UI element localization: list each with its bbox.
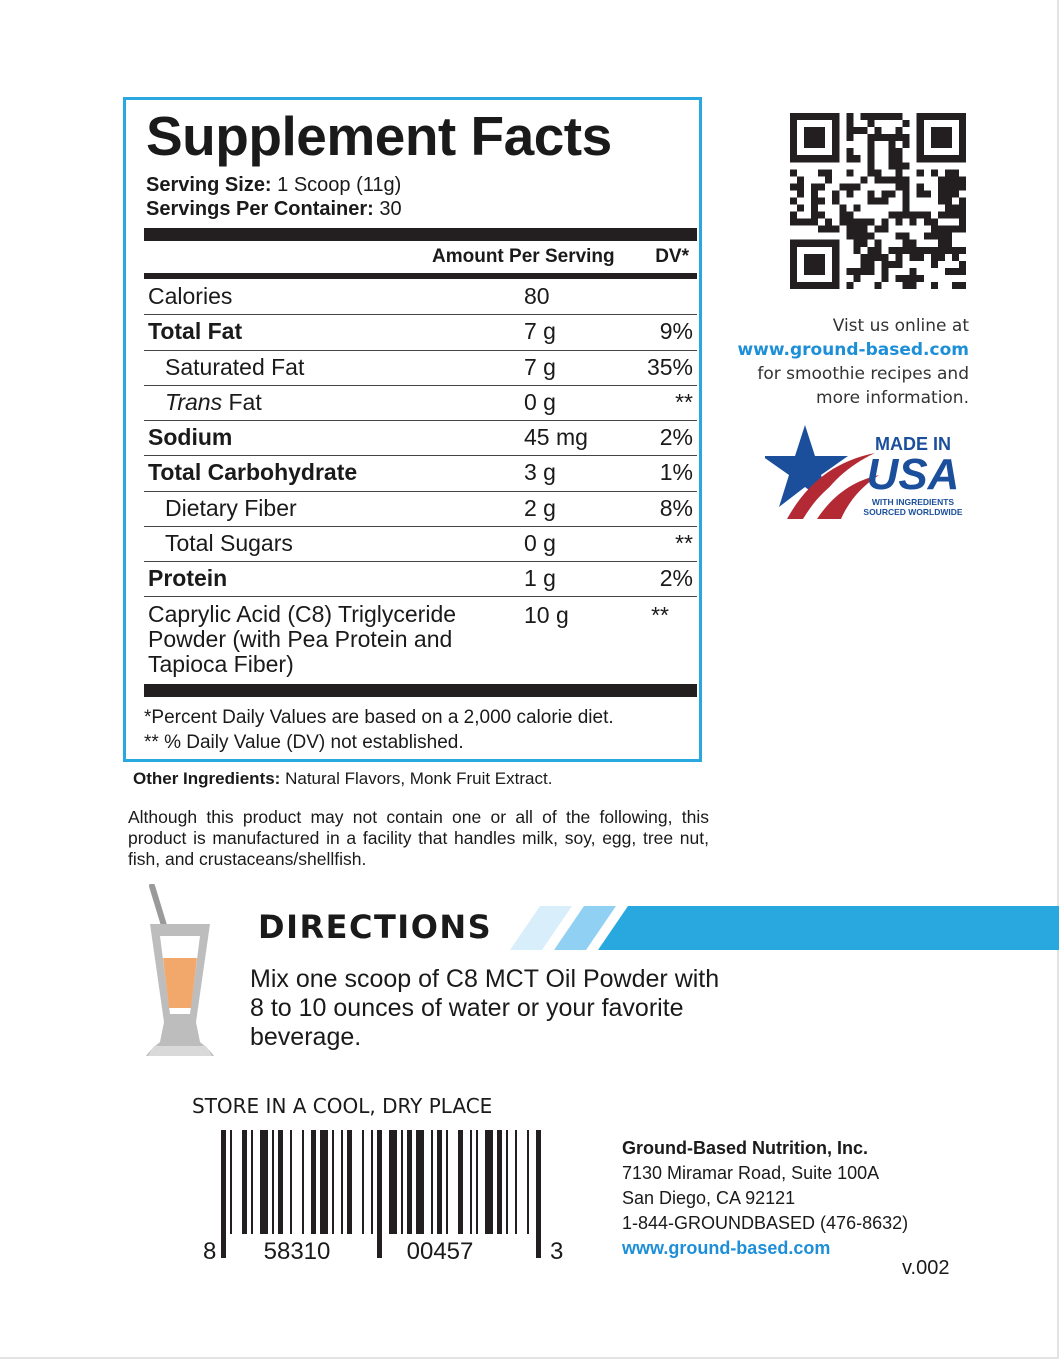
directions-stripes — [510, 906, 1059, 950]
serving-size-label: Serving Size: — [146, 174, 272, 196]
facts-top-bar — [144, 228, 697, 241]
storage-instructions: STORE IN A COOL, DRY PLACE — [192, 1094, 493, 1118]
nutrient-amount: 7 g — [524, 353, 556, 380]
directions-text: Mix one scoop of C8 MCT Oil Powder with 8 to 10 ounces of water or your favorite beverage. — [250, 965, 720, 1051]
nutrient-row — [144, 526, 697, 561]
footnote-dv: *Percent Daily Values are based on a 2,000 calorie diet. — [144, 707, 614, 728]
made-in-text: MADE IN — [875, 434, 951, 454]
nutrient-name: Total Fat — [148, 318, 243, 345]
nutrient-dv: 35% — [646, 353, 693, 380]
company-address2: San Diego, CA 92121 — [622, 1188, 796, 1208]
nutrient-name: Trans Fat — [165, 388, 262, 415]
nutrient-row — [144, 279, 697, 314]
visit-online — [700, 314, 969, 410]
caprylic-amount: 10 g — [524, 602, 569, 628]
supplement-facts-panel — [123, 97, 702, 762]
nutrient-name: Sodium — [148, 424, 233, 450]
nutrient-amount: 3 g — [524, 459, 556, 486]
version-label: v.002 — [902, 1257, 950, 1279]
visit-line4: more information. — [816, 388, 969, 408]
nutrient-dv: 9% — [659, 318, 693, 345]
other-ingredients — [133, 769, 552, 789]
nutrient-row — [144, 350, 697, 385]
other-ingredients-label: Other Ingredients: — [133, 769, 281, 788]
nutrient-name: Protein — [148, 565, 228, 591]
facts-title: Supplement Facts — [146, 105, 612, 167]
nutrient-row — [144, 420, 697, 455]
row-divider — [144, 596, 697, 597]
company-address1: 7130 Miramar Road, Suite 100A — [622, 1163, 880, 1183]
barcode-digit-4: 3 — [550, 1238, 564, 1265]
company-name: Ground-Based Nutrition, Inc. — [622, 1138, 868, 1158]
nutrient-amount: 2 g — [524, 494, 556, 521]
barcode-digits-2: 58310 — [263, 1238, 331, 1265]
qr-code[interactable] — [790, 113, 966, 289]
nutrient-amount: 45 mg — [524, 424, 588, 450]
nutrient-row — [144, 385, 697, 420]
caprylic-dv: ** — [651, 602, 669, 628]
usa-text: USA — [866, 450, 960, 499]
company-info — [622, 1136, 908, 1261]
header-dv: DV* — [655, 246, 689, 267]
nutrient-name: Dietary Fiber — [165, 494, 297, 521]
servings-value: 30 — [373, 198, 402, 220]
glass-icon — [140, 884, 220, 1060]
nutrient-amount: 0 g — [524, 529, 556, 556]
nutrient-name: Total Sugars — [165, 529, 293, 556]
header-amount: Amount Per Serving — [432, 246, 615, 267]
nutrient-dv: 2% — [659, 424, 693, 450]
nutrient-row — [144, 491, 697, 526]
nutrient-amount: 7 g — [524, 318, 556, 345]
barcode — [195, 1128, 570, 1268]
nutrient-row — [144, 561, 697, 596]
nutrient-dv: 8% — [659, 494, 693, 521]
nutrient-dv: ** — [675, 388, 693, 415]
nutrient-dv: ** — [675, 529, 693, 556]
facts-bottom-bar — [144, 684, 697, 697]
visit-url-link[interactable]: www.ground-based.com — [737, 340, 969, 360]
nutrient-name: Total Carbohydrate — [148, 459, 358, 486]
nutrient-amount: 80 — [524, 283, 550, 309]
sourced-text: SOURCED WORLDWIDE — [863, 507, 963, 517]
ingredients-text: WITH INGREDIENTS — [871, 497, 955, 507]
nutrient-amount: 0 g — [524, 388, 556, 415]
caprylic-name: Caprylic Acid (C8) Triglyceride Powder (with Pea Protein and Tapioca Fiber) — [148, 601, 457, 677]
barcode-digits-3: 00457 — [406, 1238, 474, 1265]
serving-size-value: 1 Scoop (11g) — [271, 174, 402, 196]
footnote-not-established: ** % Daily Value (DV) not established. — [144, 732, 464, 753]
visit-line1: Vist us online at — [832, 316, 969, 336]
made-in-usa-badge — [765, 423, 975, 523]
nutrient-row — [144, 314, 697, 349]
allergen-statement: Although this product may not contain one or all of the following, this product is manufactured in a facility that handles milk, soy, egg, tree nut, fish, and crustaceans/shellfish. — [128, 807, 709, 869]
company-phone: 1-844-GROUNDBASED (476-8632) — [622, 1213, 909, 1233]
nutrient-name: Saturated Fat — [165, 353, 305, 380]
barcode-digit-1: 8 — [203, 1238, 217, 1265]
visit-line3: for smoothie recipes and — [757, 364, 969, 384]
directions-title: DIRECTIONS — [258, 908, 493, 946]
company-url-link[interactable]: www.ground-based.com — [622, 1238, 831, 1258]
other-ingredients-value: Natural Flavors, Monk Fruit Extract. — [280, 769, 553, 788]
servings-per-container — [146, 198, 402, 221]
serving-size — [146, 174, 401, 197]
nutrient-dv: 1% — [659, 459, 693, 486]
servings-label: Servings Per Container: — [146, 198, 374, 220]
nutrient-row — [144, 455, 697, 490]
nutrient-name: Calories — [148, 283, 233, 309]
nutrient-amount: 1 g — [524, 565, 556, 591]
nutrient-dv: 2% — [659, 565, 693, 591]
